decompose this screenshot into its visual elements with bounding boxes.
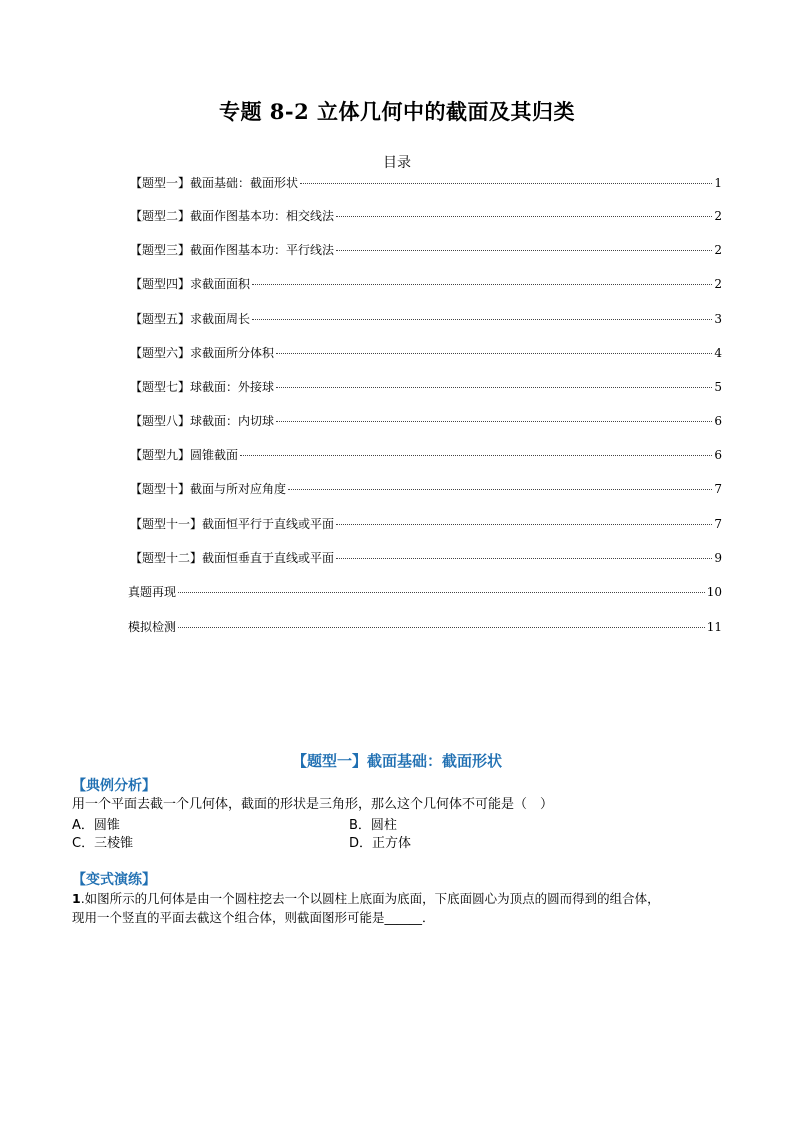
toc-entry-label: 模拟检测: [128, 620, 177, 634]
option-b: B．圆柱: [349, 818, 397, 833]
toc-entry-page: 2: [714, 243, 722, 257]
toc-leader-dots: [336, 216, 712, 217]
option-c: C．三棱锥: [72, 836, 134, 851]
toc-entry[interactable]: [128, 618, 722, 636]
toc-leader-dots: [288, 489, 712, 490]
page-title: 专题 8-2 立体几何中的截面及其归类: [218, 99, 576, 124]
toc-entry-page: 9: [714, 551, 722, 565]
practice-question-line2: 现用一个竖直的平面去截这个组合体，则截面图形可能是______．: [72, 910, 435, 925]
toc-entry-label: 【题型四】求截面面积: [130, 277, 251, 291]
toc-entry-label: 【题型九】圆锥截面: [130, 448, 239, 462]
toc-entry[interactable]: [130, 207, 722, 225]
toc-entry-page: 7: [714, 482, 722, 496]
toc-entry[interactable]: [128, 583, 722, 601]
toc-leader-dots: [178, 627, 705, 628]
toc-entry-label: 【题型一】截面基础：截面形状: [130, 176, 299, 190]
toc-entry-page: 7: [714, 517, 722, 531]
toc-entry-label: 【题型二】截面作图基本功：相交线法: [130, 209, 335, 223]
toc-entry[interactable]: [130, 275, 722, 293]
practice-text-line1: .如图所示的几何体是由一个圆柱挖去一个以圆柱上底面为底面，下底面圆心为顶点的圆而得到的组合体，: [80, 891, 660, 906]
toc-entry-page: 2: [714, 277, 722, 291]
toc-entry-page: 5: [714, 380, 722, 394]
toc-entry-page: 6: [714, 448, 722, 462]
toc-entry[interactable]: [130, 174, 722, 192]
toc-leader-dots: [252, 284, 712, 285]
toc-leader-dots: [336, 524, 712, 525]
option-d: D．正方体: [349, 836, 412, 851]
toc-entry[interactable]: [130, 378, 722, 396]
toc-leader-dots: [336, 250, 712, 251]
toc-leader-dots: [240, 455, 712, 456]
toc-entry[interactable]: [130, 515, 722, 533]
toc-leader-dots: [300, 183, 712, 184]
toc-entry-label: 【题型十一】截面恒平行于直线或平面: [130, 517, 335, 531]
toc-heading: 目录: [383, 155, 411, 171]
toc-entry-page: 3: [714, 312, 722, 326]
toc-entry[interactable]: [130, 446, 722, 464]
toc-leader-dots: [178, 592, 705, 593]
toc-entry[interactable]: [130, 480, 722, 498]
toc-entry[interactable]: [130, 549, 722, 567]
practice-question-line1: [72, 889, 660, 908]
toc-entry[interactable]: [130, 241, 722, 259]
toc-entry-label: 【题型七】球截面：外接球: [130, 380, 275, 394]
example-question: 用一个平面去截一个几何体，截面的形状是三角形，那么这个几何体不可能是（ ）: [72, 797, 554, 812]
toc-leader-dots: [276, 421, 712, 422]
toc-entry-label: 【题型八】球截面：内切球: [130, 414, 275, 428]
toc-entry-page: 10: [706, 585, 722, 599]
practice-number: 1: [72, 891, 81, 906]
toc-leader-dots: [276, 353, 712, 354]
toc-leader-dots: [336, 558, 712, 559]
practice-tag: 【变式演练】: [72, 872, 156, 888]
toc-entry-page: 6: [714, 414, 722, 428]
toc-entry-page: 2: [714, 209, 722, 223]
toc-entry-page: 1: [714, 176, 722, 190]
section-title: 【题型一】截面基础：截面形状: [291, 752, 502, 770]
toc-entry-label: 【题型十二】截面恒垂直于直线或平面: [130, 551, 335, 565]
toc-entry-label: 【题型六】求截面所分体积: [130, 346, 275, 360]
toc-entry-label: 真题再现: [128, 585, 177, 599]
toc-entry-label: 【题型五】求截面周长: [130, 312, 251, 326]
toc-leader-dots: [276, 387, 712, 388]
toc-leader-dots: [252, 319, 712, 320]
toc-entry[interactable]: [130, 344, 722, 362]
toc-entry-label: 【题型三】截面作图基本功：平行线法: [130, 243, 335, 257]
toc-entry[interactable]: [130, 310, 722, 328]
example-tag: 【典例分析】: [72, 778, 156, 794]
option-a: A．圆锥: [72, 818, 120, 833]
toc-entry-page: 11: [706, 620, 722, 634]
toc-entry[interactable]: [130, 412, 722, 430]
toc-entry-page: 4: [714, 346, 722, 360]
toc-entry-label: 【题型十】截面与所对应角度: [130, 482, 287, 496]
